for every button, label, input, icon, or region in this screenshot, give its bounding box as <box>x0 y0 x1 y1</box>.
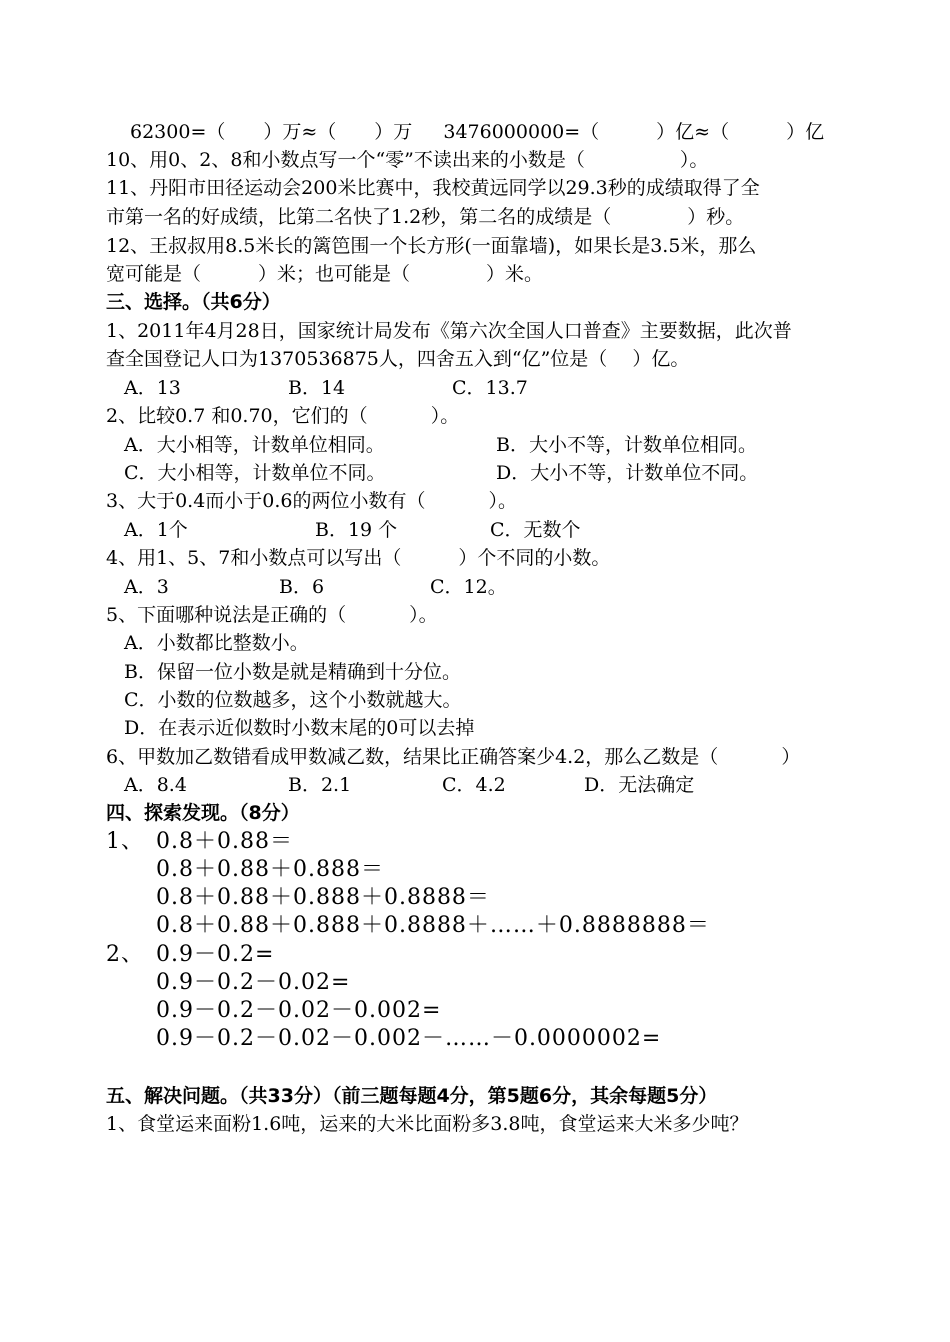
choice-3-option-c: C．无数个 <box>490 519 581 541</box>
choice-3: 3、大于0.4而小于0.6的两位小数有（ ）。 <box>106 490 518 512</box>
choice-6: 6、甲数加乙数错看成甲数减乙数，结果比正确答案少4.2，那么乙数是（ ） <box>106 746 801 768</box>
explore-2-expr-4: 0.9－0.2－0.02－0.002－……－0.0000002= <box>156 1026 662 1051</box>
choice-3-option-b: B．19 个 <box>315 519 398 541</box>
choice-1-option-b: B．14 <box>288 377 346 399</box>
choice-5-option-d: D．在表示近似数时小数末尾的0可以去掉 <box>124 717 475 739</box>
choice-5-option-b: B．保留一位小数是就是精确到十分位。 <box>124 661 461 683</box>
choice-4-option-b: B．6 <box>279 576 325 598</box>
choice-6-option-d: D．无法确定 <box>584 774 695 796</box>
choice-6-option-c: C．4.2 <box>442 774 506 796</box>
section-4-title: 四、探索发现。（8分） <box>106 802 300 824</box>
explore-1-expr-4: 0.8＋0.88＋0.888＋0.8888＋……＋0.8888888＝ <box>156 913 710 938</box>
section-3-title: 三、选择。（共6分） <box>106 291 281 313</box>
question-10: 10、用0、2、8和小数点写一个“零”不读出来的小数是（ ）。 <box>106 149 709 171</box>
explore-1-number: 1、 <box>106 829 144 854</box>
question-11-line1: 11、丹阳市田径运动会200米比赛中，我校黄远同学以29.3秒的成绩取得了全 <box>106 177 760 199</box>
explore-1-expr-3: 0.8＋0.88＋0.888＋0.8888＝ <box>156 885 490 910</box>
explore-1-expr-1: 0.8＋0.88＝ <box>156 829 293 854</box>
choice-2-option-a: A．大小相等，计数单位相同。 <box>124 434 385 456</box>
choice-1-option-a: A．13 <box>124 377 181 399</box>
choice-1-line1: 1、2011年4月28日，国家统计局发布《第六次全国人口普查》主要数据，此次普 <box>106 320 792 342</box>
choice-1-line2: 查全国登记人口为1370536875人，四舍五入到“亿”位是（ ）亿。 <box>106 348 690 370</box>
choice-6-option-a: A．8.4 <box>124 774 187 796</box>
question-12-line2: 宽可能是（ ）米；也可能是（ ）米。 <box>106 263 544 285</box>
rounding-question-line: 62300=（ ）万≈（ ）万 3476000000=（ ）亿≈（ ）亿 <box>130 121 825 143</box>
choice-4-option-a: A．3 <box>124 576 169 598</box>
explore-2-expr-1: 0.9－0.2= <box>156 942 275 967</box>
problem-1: 1、食堂运来面粉1.6吨，运来的大米比面粉多3.8吨，食堂运来大米多少吨？ <box>106 1113 749 1135</box>
choice-4: 4、用1、5、7和小数点可以写出（ ）个不同的小数。 <box>106 547 611 569</box>
choice-5-option-c: C．小数的位数越多，这个小数就越大。 <box>124 689 462 711</box>
explore-2-number: 2、 <box>106 942 144 967</box>
choice-2: 2、比较0.7 和0.70，它们的（ ）。 <box>106 405 460 427</box>
section-5-title: 五、解决问题。（共33分）（前三题每题4分，第5题6分，其余每题5分） <box>106 1085 718 1107</box>
choice-4-option-c: C．12。 <box>430 576 507 598</box>
explore-2-expr-2: 0.9－0.2－0.02= <box>156 970 351 995</box>
explore-1-expr-2: 0.8＋0.88＋0.888＝ <box>156 857 384 882</box>
choice-5-option-a: A．小数都比整数小。 <box>124 632 309 654</box>
choice-6-option-b: B．2.1 <box>288 774 352 796</box>
choice-2-option-b: B．大小不等，计数单位相同。 <box>496 434 757 456</box>
question-12-line1: 12、王叔叔用8.5米长的篱笆围一个长方形(一面靠墙)，如果长是3.5米，那么 <box>106 235 757 257</box>
choice-2-option-d: D．大小不等，计数单位不同。 <box>496 462 759 484</box>
explore-2-expr-3: 0.9－0.2－0.02－0.002= <box>156 998 442 1023</box>
choice-1-option-c: C．13.7 <box>452 377 528 399</box>
choice-3-option-a: A．1个 <box>124 519 188 541</box>
choice-2-option-c: C．大小相等，计数单位不同。 <box>124 462 386 484</box>
choice-5: 5、下面哪种说法是正确的（ ）。 <box>106 604 438 626</box>
question-11-line2: 市第一名的好成绩，比第二名快了1.2秒，第二名的成绩是（ ）秒。 <box>106 206 745 228</box>
